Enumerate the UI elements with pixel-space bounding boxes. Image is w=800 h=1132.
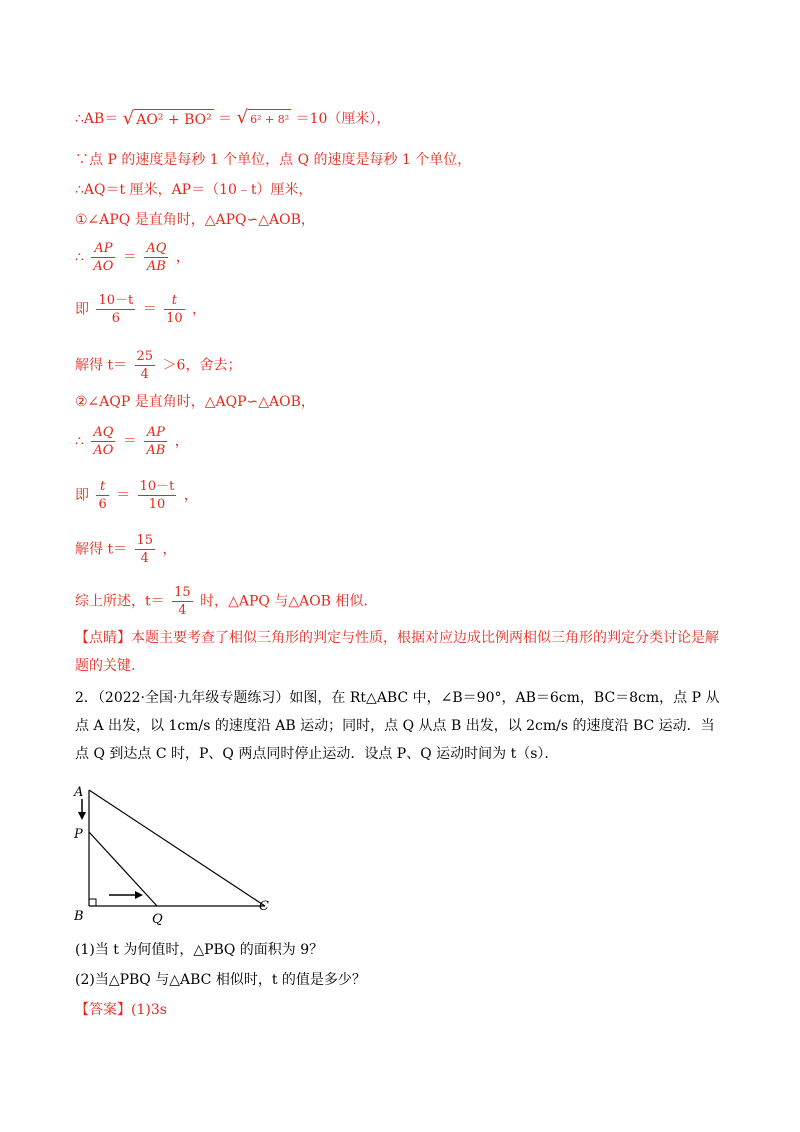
sqrt-ao-bo: √ AO² + BO²	[122, 107, 212, 129]
frac-den: AB	[146, 259, 166, 274]
comma: ，	[192, 301, 207, 318]
sqrt-6-8: √ 6² + 8²	[236, 107, 290, 128]
comment-paragraph: 【点睛】本题主要考查了相似三角形的判定与性质，根据对应边成比例两相似三角形的判定分类讨论是解题的关键.	[75, 630, 719, 674]
solution-case-1: ①∠APQ 是直角时，△APQ∽△AOB，	[75, 212, 315, 228]
comma: ，	[162, 541, 177, 558]
radicand-6-8: 6² + 8²	[248, 109, 291, 130]
right-angle-mark	[89, 899, 96, 906]
label-c: C	[259, 899, 269, 914]
fraction-ap-ab	[144, 424, 167, 459]
fraction-15-4	[135, 532, 156, 567]
fraction-aq-ao	[91, 424, 115, 459]
equals-sign: ＝	[218, 111, 233, 127]
equals-sign: ＝	[142, 301, 157, 318]
therefore-sign: ∴	[75, 433, 84, 450]
fraction-10-t-6	[96, 292, 135, 327]
comma: ，	[174, 433, 189, 450]
equals-sign: ＝	[116, 487, 131, 504]
frac-num: 15	[136, 533, 154, 548]
frac-den: 4	[140, 551, 149, 566]
solution-ratio-2	[75, 424, 189, 459]
solve-prefix: 解得 t＝	[75, 541, 128, 558]
frac-den: 4	[178, 603, 187, 618]
solution-equation-1	[75, 292, 206, 327]
triangle-figure	[72, 780, 282, 925]
solution-equation-2	[75, 478, 198, 513]
equals-sign: ＝	[122, 433, 137, 450]
equals-sign: ＝	[122, 249, 137, 266]
solution-case-2: ②∠AQP 是直角时，△AQP∽△AOB，	[75, 394, 315, 410]
fraction-t-6	[96, 478, 108, 513]
solve-prefix: 解得 t＝	[75, 357, 128, 374]
solution-result-2	[75, 532, 177, 567]
label-q: Q	[152, 912, 163, 925]
sub-question-1: (1)当 t 为何值时，△PBQ 的面积为 9？	[75, 942, 324, 958]
solution-line-aq-ap: ∴AQ＝t 厘米，AP＝（10﹣t）厘米，	[75, 182, 313, 198]
ji-prefix: 即	[75, 301, 89, 318]
question-2-text: 2．（2022·全国·九年级专题练习）如图，在 Rt△ABC 中，∠B＝90°，AB＝6cm，BC＝8cm，点 P 从点 A 出发，以 1cm/s 的速度沿 AB 运动；同时，点 Q 从点 B 出发，以 2cm/s 的速度沿 BC 运动．当点 Q 到达点 C 时，P、Q 两点同时停止运动．设点 P、Q 运动时间为 t（s）．	[75, 690, 720, 762]
frac-den: AO	[93, 259, 114, 274]
frac-den: 10	[148, 497, 166, 512]
side-ac	[89, 790, 265, 906]
arrow-right-head-icon	[135, 891, 143, 899]
frac-num: 10－t	[98, 293, 134, 308]
label-a: A	[74, 785, 84, 800]
solution-line-speed: ∵点 P 的速度是每秒 1 个单位，点 Q 的速度是每秒 1 个单位，	[75, 152, 472, 168]
fraction-ap-ao	[91, 240, 115, 275]
ab-prefix: ∴AB＝	[75, 111, 119, 127]
solution-summary	[75, 584, 368, 619]
fraction-25-4	[135, 348, 156, 383]
frac-den: AO	[93, 443, 114, 458]
ji-prefix: 即	[75, 487, 89, 504]
answer-line: 【答案】(1)3s	[75, 1002, 167, 1018]
frac-num: 10－t	[139, 479, 175, 494]
arrow-down-head-icon	[78, 812, 86, 820]
fraction-aq-ab	[144, 240, 168, 275]
frac-num: AQ	[93, 425, 114, 440]
frac-num: AP	[144, 424, 167, 442]
frac-den: 10	[166, 311, 183, 326]
label-p: P	[74, 827, 83, 842]
solve-suffix: ＞6，舍去；	[162, 357, 242, 374]
fraction-t-10	[164, 292, 185, 327]
solution-line-ab	[75, 108, 390, 130]
solution-result-1	[75, 348, 241, 383]
fraction-10-t-10	[138, 478, 177, 513]
frac-num: AP	[91, 240, 115, 258]
frac-den: 6	[111, 311, 120, 326]
frac-den: AB	[146, 443, 166, 458]
summary-suffix: 时，△APQ 与△AOB 相似.	[200, 593, 368, 610]
frac-num: 25	[136, 349, 154, 364]
label-b: B	[74, 909, 84, 924]
frac-num: t	[96, 478, 108, 496]
frac-num: 15	[174, 585, 191, 600]
comma: ，	[175, 249, 190, 266]
fraction-15-4-summary	[172, 584, 193, 619]
frac-num: AQ	[146, 241, 167, 256]
sub-question-2: (2)当△PBQ 与△ABC 相似时，t 的值是多少？	[75, 972, 366, 988]
comma: ，	[183, 487, 198, 504]
solution-ratio-1	[75, 240, 190, 275]
therefore-sign: ∴	[75, 249, 84, 266]
summary-prefix: 综上所述，t＝	[75, 593, 165, 610]
frac-den: 4	[140, 367, 149, 382]
frac-num: t	[164, 292, 185, 310]
ab-result: ＝10（厘米），	[295, 111, 391, 127]
radicand-ao-bo: AO² + BO²	[134, 109, 213, 130]
frac-den: 6	[98, 497, 107, 512]
